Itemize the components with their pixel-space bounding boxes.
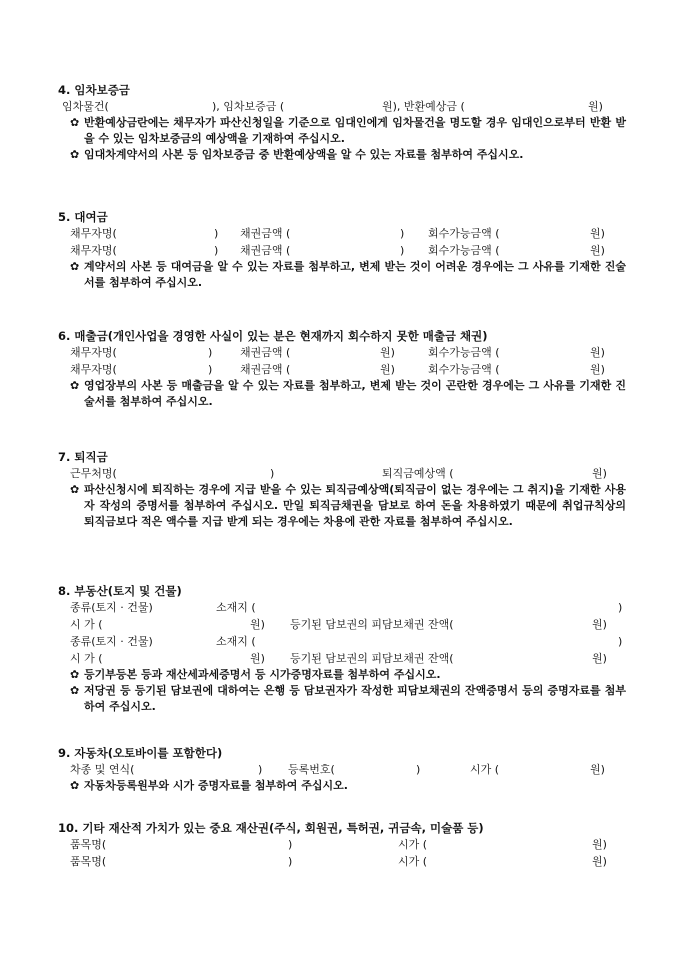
- section-title: 8. 부동산(토지 및 건물): [58, 584, 182, 598]
- flower-bullet-icon: ✿: [70, 116, 80, 129]
- field-label: ), 임차보증금 (: [212, 100, 285, 113]
- asset-row: 품목명( ) 시가 ( 원): [70, 838, 607, 851]
- lease-deposit-row: [62, 98, 628, 115]
- receivable-row: 채무자명( ) 채권금액 ( 원) 회수가능금액 ( 원): [70, 363, 605, 376]
- section-title: 9. 자동차(오토바이를 포함한다): [58, 746, 223, 760]
- asset-row: 품목명( ) 시가 ( 원): [70, 855, 607, 868]
- instruction-note: ✿ 임대차계약서의 사본 등 임차보증금 중 반환예상액을 알 수 있는 자료를 첨부하여 주십시오.: [70, 148, 524, 161]
- instruction-note: ✿ 영업장부의 사본 등 매출금을 알 수 있는 자료를 첨부하고, 변제 받는 것이 곤란한 경우에는 그 사유를 기재한 진술서를 첨부하여 주십시오.: [70, 379, 626, 408]
- section-title: 4. 임차보증금: [58, 83, 130, 97]
- loan-row: 채무자명( ) 채권금액 ( ) 회수가능금액 ( 원): [70, 227, 605, 240]
- section-loans: [58, 209, 628, 291]
- section-title: 6. 매출금(개인사업을 경영한 사실이 있는 분은 현재까지 회수하지 못한 매출금 채권): [58, 329, 488, 343]
- section-vehicle: [58, 745, 628, 794]
- instruction-note: ✿ 계약서의 사본 등 대여금을 알 수 있는 자료를 첨부하고, 변제 받는 것이 어려운 경우에는 그 사유를 기재한 진술서를 첨부하여 주십시오.: [70, 260, 626, 289]
- vehicle-row: 차종 및 연식( ) 등록번호( ) 시가 ( 원): [70, 763, 605, 776]
- instruction-note: ✿ 등기부등본 등과 재산세과세증명서 등 시가증명자료를 첨부하여 주십시오.: [70, 668, 441, 681]
- section-lease-deposit: [58, 82, 628, 163]
- section-title: 5. 대여금: [58, 210, 108, 224]
- real-estate-row: 종류(토지 · 건물) 소재지 ( ): [70, 635, 623, 648]
- flower-bullet-icon: ✿: [70, 260, 80, 273]
- flower-bullet-icon: ✿: [70, 483, 80, 496]
- section-title: 10. 기타 재산적 가치가 있는 중요 재산권(주식, 회원권, 특허권, 귀금속, 미술품 등): [58, 821, 484, 835]
- instruction-note: ✿ 저당권 등 등기된 담보권에 대하여는 은행 등 담보권자가 작성한 피담보채권의 잔액증명서 등의 증명자료를 첨부하여 주십시오.: [70, 684, 626, 713]
- severance-row: 근무처명( ) 퇴직금예상액 ( 원): [70, 467, 607, 480]
- instruction-note: ✿ 반환예상금란에는 채무자가 파산신청일을 기준으로 임대인에게 임차물건을 명도할 경우 임대인으로부터 반환 받을 수 있는 임차보증금의 예상액을 기재하여 주십시오.: [70, 116, 626, 145]
- receivable-row: 채무자명( ) 채권금액 ( 원) 회수가능금액 ( 원): [70, 346, 605, 359]
- field-label: 원), 반환예상금 (: [382, 100, 465, 113]
- real-estate-row: 종류(토지 · 건물) 소재지 ( ): [70, 601, 623, 614]
- section-title: 7. 퇴직금: [58, 450, 108, 464]
- flower-bullet-icon: ✿: [70, 668, 80, 681]
- section-other-assets: [58, 820, 628, 870]
- real-estate-row: 시 가 ( 원) 등기된 담보권의 피담보채권 잔액( 원): [70, 618, 607, 631]
- field-label: 임차물건(: [62, 100, 109, 113]
- real-estate-row: 시 가 ( 원) 등기된 담보권의 피담보채권 잔액( 원): [70, 652, 607, 665]
- flower-bullet-icon: ✿: [70, 684, 80, 697]
- flower-bullet-icon: ✿: [70, 379, 80, 392]
- loan-row: 채무자명( ) 채권금액 ( ) 회수가능금액 ( 원): [70, 244, 605, 257]
- instruction-note: ✿ 파산신청시에 퇴직하는 경우에 지급 받을 수 있는 퇴직금예상액(퇴직금이 없는 경우에는 그 취지)을 기재한 사용자 작성의 증명서를 첨부하여 주십시오. 만일 퇴직금채권을 담보로 하여 돈을 차용하였기 때문에 취업규칙상의 퇴직금보다 적은 액수를 지급 받게 되는 경우에는 차용에 관한 자료를 첨부하여 주십시오.: [70, 483, 626, 528]
- field-label: 원): [588, 100, 603, 113]
- flower-bullet-icon: ✿: [70, 148, 80, 161]
- section-real-estate: [58, 583, 628, 715]
- instruction-note: ✿ 자동차등록원부와 시가 증명자료를 첨부하여 주십시오.: [70, 779, 348, 792]
- flower-bullet-icon: ✿: [70, 779, 80, 792]
- section-severance: [58, 449, 628, 530]
- section-receivables: [58, 328, 628, 410]
